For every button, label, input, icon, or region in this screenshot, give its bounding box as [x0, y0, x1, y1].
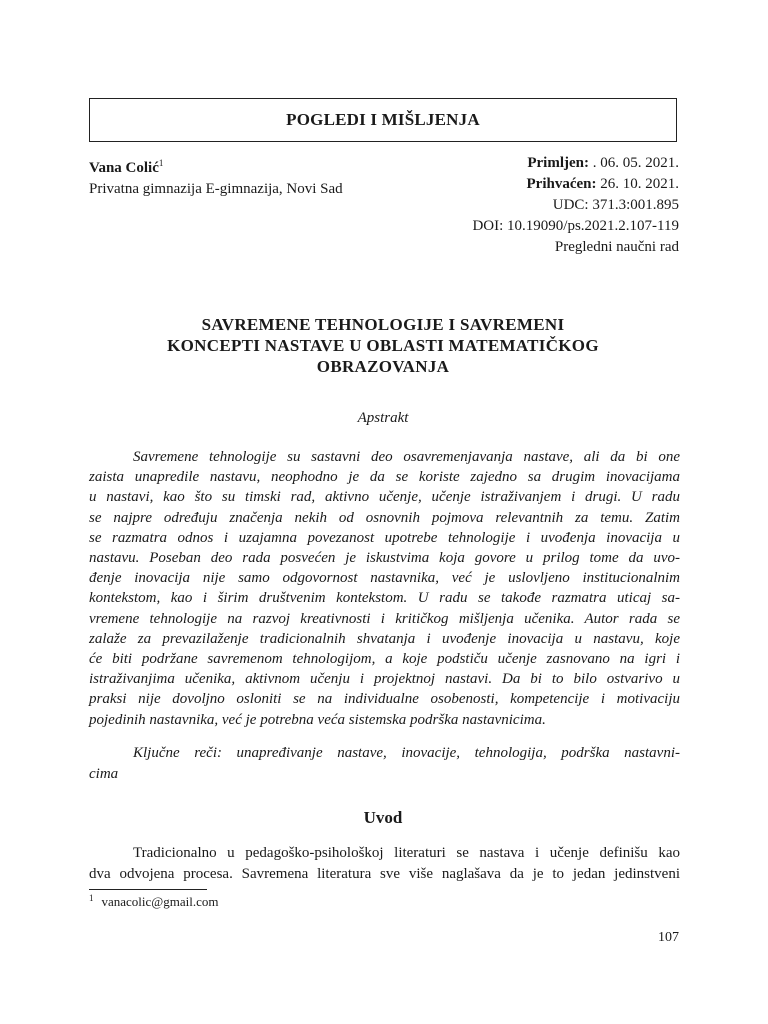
abstract-line: Savremene tehnologije su sastavni deo osavremenjavanja nastave, ali da bi one: [133, 449, 680, 465]
keywords: [89, 743, 680, 784]
footnote: [89, 893, 219, 910]
page-number: 107: [658, 930, 679, 945]
author-affiliation: Privatna gimnazija E-gimnazija, Novi Sad: [89, 181, 343, 197]
received-date: [472, 153, 679, 174]
footnote-mark: 1: [89, 893, 94, 903]
accepted-value: 26. 10. 2021.: [596, 176, 679, 192]
keywords-line: Ključne reči: unapređivanje nastave, inovacije, tehnologija, podrška nastavni-: [133, 745, 680, 761]
intro-body: [89, 843, 680, 885]
abstract-line: zalaže za prevazilaženje tradicionalnih shvatanja i uvođenje inovacija u nastavu, koje: [89, 630, 680, 647]
abstract-line: nastavu. Poseban deo rada posvećen je iskustvima koja govore u prilog tome da uvo-: [89, 550, 680, 567]
abstract-line: pojedinih nastavnika, već je potrebna veća sistemska podrška nastavnicima.: [89, 711, 546, 728]
section-title: POGLEDI I MIŠLJENJA: [286, 110, 480, 129]
author-name-line: [89, 153, 343, 179]
article-metadata: [472, 153, 679, 258]
keywords-line: cima: [89, 765, 119, 782]
received-label: Primljen:: [527, 155, 589, 171]
abstract-line: kontekstom, kao i širim društvenim kontekstom. U radu se takođe razmatra uticaj sa-: [89, 590, 680, 607]
abstract-line: će biti podržane savremenom tehnologijom, a koje podstiču učenje zasnovano na igri i: [89, 651, 680, 668]
author-footnote-mark: 1: [158, 158, 164, 168]
abstract-line: se razmatra odnos i uzajamna povezanost upotrebe tehnologije i uvođenja inovacija u: [89, 529, 680, 546]
paper-title: [89, 314, 677, 377]
accepted-date: [472, 174, 679, 195]
abstract-line: u nastavi, kao što su timski rad, aktivno učenje, učenje istraživanjem i drugi. U radu: [89, 489, 680, 506]
footnote-divider: [89, 889, 207, 890]
intro-line: Tradicionalno u pedagoško-psihološkoj literaturi se nastava i učenje definišu kao: [133, 845, 680, 861]
footnote-email[interactable]: vanacolic@gmail.com: [101, 894, 219, 909]
abstract-line: praksi nije dovoljno osloniti se na individualne osobenosti, kompetencije i motivaciju: [89, 691, 680, 708]
section-title-box: [89, 98, 677, 142]
title-line: KONCEPTI NASTAVE U OBLASTI MATEMATIČKOG: [167, 336, 599, 355]
abstract-line: zaista unapredile nastavu, neophodno je da se koriste zajedno sa drugim inovacijama: [89, 469, 680, 486]
author-name: Vana Colić: [89, 160, 159, 176]
abstract-line: istraživanjima učenika, aktivnom učenju i projektnoj nastavi. Da bi to bilo ostvarivo u: [89, 671, 680, 688]
received-value: . 06. 05. 2021.: [589, 155, 679, 171]
udc-code: UDC: 371.3:001.895: [552, 197, 679, 213]
title-line: OBRAZOVANJA: [316, 357, 450, 376]
author-block: [89, 153, 343, 200]
intro-line: dva odvojena procesa. Savremena literatura sve više naglašava da je to jedan jedinstveni: [89, 866, 680, 882]
title-line: SAVREMENE TEHNOLOGIJE I SAVREMENI: [201, 315, 565, 334]
abstract-line: đenje inovacija nije samo odgovornost nastavnika, već je uslovljeno institucionalnim: [89, 570, 680, 587]
accepted-label: Prihvaćen:: [526, 176, 597, 192]
abstract-line: vremene tehnologije na razvoj kreativnosti i kritičkog mišljenja učenika. Autor rada se: [89, 610, 680, 627]
abstract-heading: Apstrakt: [357, 410, 409, 426]
article-type: Pregledni naučni rad: [554, 239, 679, 255]
abstract-body: [89, 447, 680, 730]
abstract-line: se najpre određuju značenja nekih od osnovnih pojmova relevantnih za temu. Zatim: [89, 509, 680, 526]
intro-heading: Uvod: [363, 808, 403, 827]
doi[interactable]: DOI: 10.19090/ps.2021.2.107-119: [472, 218, 679, 234]
